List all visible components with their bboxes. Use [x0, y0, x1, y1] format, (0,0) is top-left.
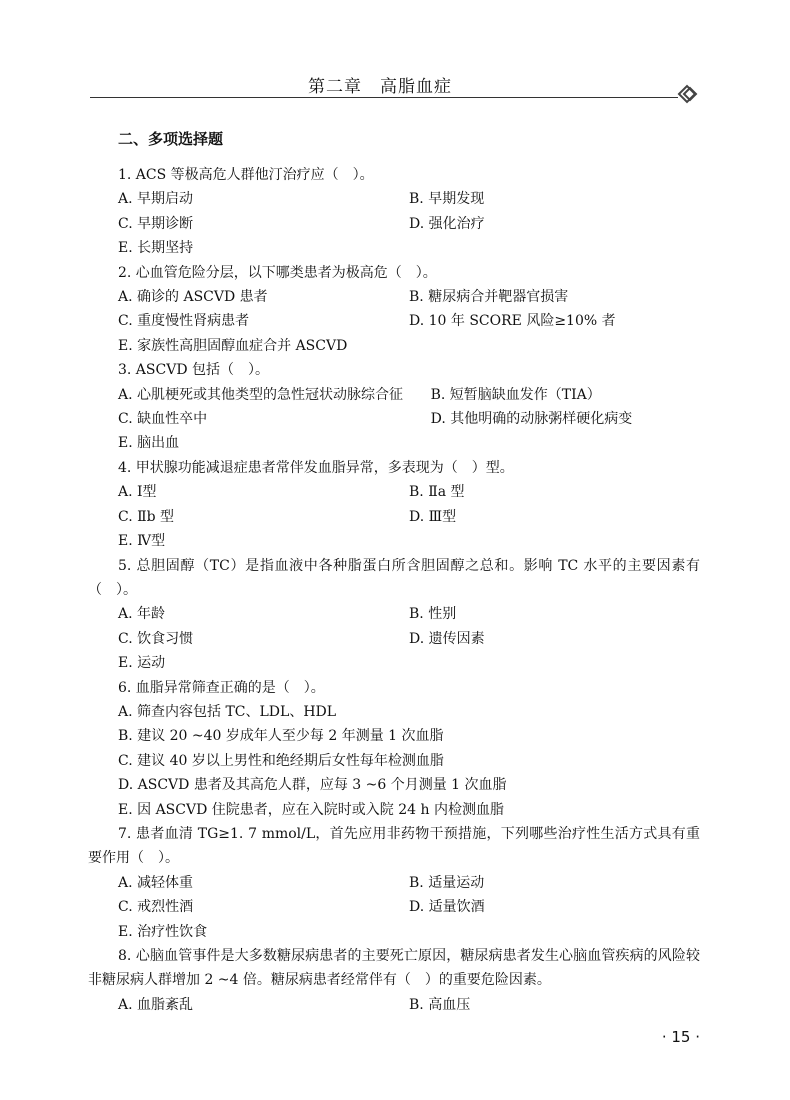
option-d: D. 强化治疗	[409, 215, 485, 232]
question-stem: 4. 甲状腺功能减退症患者常伴发血脂异常，多表现为（ ）型。	[118, 459, 514, 476]
question-5	[88, 554, 700, 676]
option-a: A. 确诊的 ASCVD 患者	[118, 289, 268, 306]
diamond-logo-icon	[670, 82, 704, 106]
option-a: A. 心肌梗死或其他类型的急性冠状动脉综合征	[118, 386, 404, 403]
option-b: B. 性别	[409, 606, 457, 623]
chapter-title: 第二章 高脂血症	[308, 77, 452, 97]
option-a: A. 筛查内容包括 TC、LDL、HDL	[118, 703, 337, 720]
option-c: C. Ⅱb 型	[118, 508, 175, 525]
option-d: D. ASCVD 患者及其高危人群，应每 3 ~6 个月测量 1 次血脂	[118, 777, 507, 794]
option-b: B. 短暂脑缺血发作（TIA）	[430, 386, 601, 403]
option-e: E. 因 ASCVD 住院患者，应在入院时或入院 24 h 内检测血脂	[118, 801, 504, 818]
page-number: · 15 ·	[661, 1028, 700, 1046]
question-stem: 1. ACS 等极高危人群他汀治疗应（ ）。	[118, 167, 374, 183]
option-b: B. 高血压	[409, 996, 471, 1013]
question-1	[118, 163, 700, 261]
option-c: C. 建议 40 岁以上男性和绝经期后女性每年检测血脂	[118, 752, 444, 769]
option-a: A. 年龄	[118, 606, 166, 623]
option-c: C. 戒烈性酒	[118, 899, 194, 916]
question-stem: 7. 患者血清 TG≥1. 7 mmol/L，首先应用非药物干预措施，下列哪些治疗性生活方式具有重要作用（ ）。	[88, 825, 700, 867]
question-stem: 6. 血脂异常筛查正确的是（ ）。	[118, 679, 325, 696]
option-d: D. 10 年 SCORE 风险≥10% 者	[409, 313, 616, 330]
option-b: B. 早期发现	[409, 191, 485, 208]
question-content	[88, 128, 700, 1017]
option-c: C. 早期诊断	[118, 215, 194, 232]
question-stem: 5. 总胆固醇（TC）是指血液中各种脂蛋白所含胆固醇之总和。影响 TC 水平的主要因素有（ ）。	[88, 557, 700, 598]
option-c: C. 缺血性卒中	[118, 411, 208, 428]
header-rule	[90, 97, 678, 98]
option-a: A. 早期启动	[118, 191, 194, 208]
option-e: E. Ⅳ型	[118, 533, 166, 550]
option-c: C. 饮食习惯	[118, 630, 194, 647]
question-stem: 3. ASCVD 包括（ ）。	[118, 362, 270, 379]
option-a: A. 血脂紊乱	[118, 996, 194, 1013]
option-b: B. 建议 20 ~40 岁成年人至少每 2 年测量 1 次血脂	[118, 728, 444, 745]
question-3	[118, 358, 700, 456]
option-e: E. 长期坚持	[118, 240, 194, 257]
question-4	[118, 456, 700, 554]
option-c: C. 重度慢性肾病患者	[118, 313, 250, 330]
option-e: E. 运动	[118, 655, 166, 672]
option-b: B. Ⅱa 型	[409, 484, 465, 501]
option-b: B. 适量运动	[409, 874, 485, 891]
option-a: A. 减轻体重	[118, 874, 194, 891]
question-stem: 2. 心血管危险分层，以下哪类患者为极高危（ ）。	[118, 264, 437, 281]
option-e: E. 治疗性饮食	[118, 923, 208, 940]
running-header	[90, 72, 700, 102]
option-d: D. 适量饮酒	[409, 899, 485, 916]
section-title: 二、多项选择题	[118, 130, 224, 148]
option-d: D. Ⅲ型	[409, 508, 457, 525]
option-b: B. 糖尿病合并靶器官损害	[409, 289, 569, 306]
option-d: D. 其他明确的动脉粥样硬化病变	[430, 411, 633, 428]
option-e: E. 脑出血	[118, 435, 180, 452]
option-a: A. Ⅰ型	[118, 484, 157, 501]
question-6	[118, 676, 700, 822]
question-8	[88, 944, 700, 1017]
question-7	[88, 822, 700, 944]
question-2	[118, 261, 700, 359]
option-e: E. 家族性高胆固醇血症合并 ASCVD	[118, 337, 348, 354]
question-stem: 8. 心脑血管事件是大多数糖尿病患者的主要死亡原因，糖尿病患者发生心脑血管疾病的风险较非糖尿病人群增加 2 ~4 倍。糖尿病患者经常伴有（ ）的重要危险因素。	[88, 948, 700, 989]
option-d: D. 遗传因素	[409, 630, 485, 647]
